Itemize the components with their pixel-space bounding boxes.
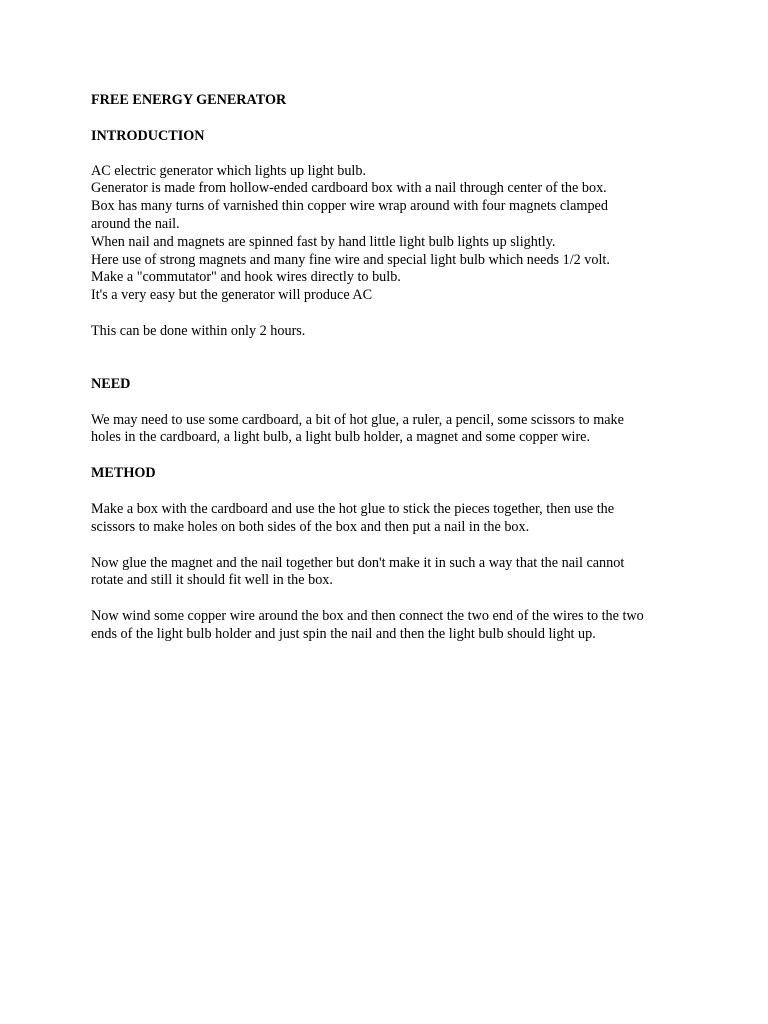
method-paragraph-3 bbox=[91, 608, 691, 644]
method-paragraph-1 bbox=[91, 501, 691, 537]
document-page bbox=[91, 92, 691, 644]
introduction-line: around the nail. bbox=[91, 215, 180, 232]
introduction-line: Make a "commutator" and hook wires directly to bulb. bbox=[91, 269, 401, 286]
introduction-line: Generator is made from hollow-ended cardboard box with a nail through center of the box. bbox=[91, 180, 607, 197]
method-line: Make a box with the cardboard and use the hot glue to stick the pieces together, then use the bbox=[91, 500, 615, 517]
method-line: Now wind some copper wire around the box and then connect the two end of the wires to the two bbox=[91, 608, 644, 625]
need-line: holes in the cardboard, a light bulb, a light bulb holder, a magnet and some copper wire. bbox=[91, 429, 591, 446]
need-body bbox=[91, 412, 691, 448]
method-paragraph-2 bbox=[91, 555, 691, 591]
introduction-line: Box has many turns of varnished thin copper wire wrap around with four magnets clamped bbox=[91, 198, 608, 215]
need-line: We may need to use some cardboard, a bit of hot glue, a ruler, a pencil, some scissors to make bbox=[91, 411, 624, 428]
introduction-note: This can be done within only 2 hours. bbox=[91, 322, 306, 339]
method-line: ends of the light bulb holder and just spin the nail and then the light bulb should light up. bbox=[91, 625, 596, 642]
introduction-heading: INTRODUCTION bbox=[91, 127, 205, 144]
method-heading: METHOD bbox=[91, 465, 156, 482]
introduction-line: It's a very easy but the generator will produce AC bbox=[91, 287, 373, 304]
document-title: FREE ENERGY GENERATOR bbox=[91, 92, 287, 108]
method-line: Now glue the magnet and the nail together but don't make it in such a way that the nail cannot bbox=[91, 554, 625, 571]
method-line: scissors to make holes on both sides of the box and then put a nail in the box. bbox=[91, 518, 530, 535]
introduction-line: When nail and magnets are spinned fast by hand little light bulb lights up slightly. bbox=[91, 233, 556, 250]
introduction-line: Here use of strong magnets and many fine wire and special light bulb which needs 1/2 volt. bbox=[91, 251, 610, 268]
introduction-line: AC electric generator which lights up light bulb. bbox=[91, 162, 367, 179]
need-heading: NEED bbox=[91, 375, 131, 392]
introduction-body bbox=[91, 163, 691, 305]
method-line: rotate and still it should fit well in the box. bbox=[91, 572, 333, 589]
